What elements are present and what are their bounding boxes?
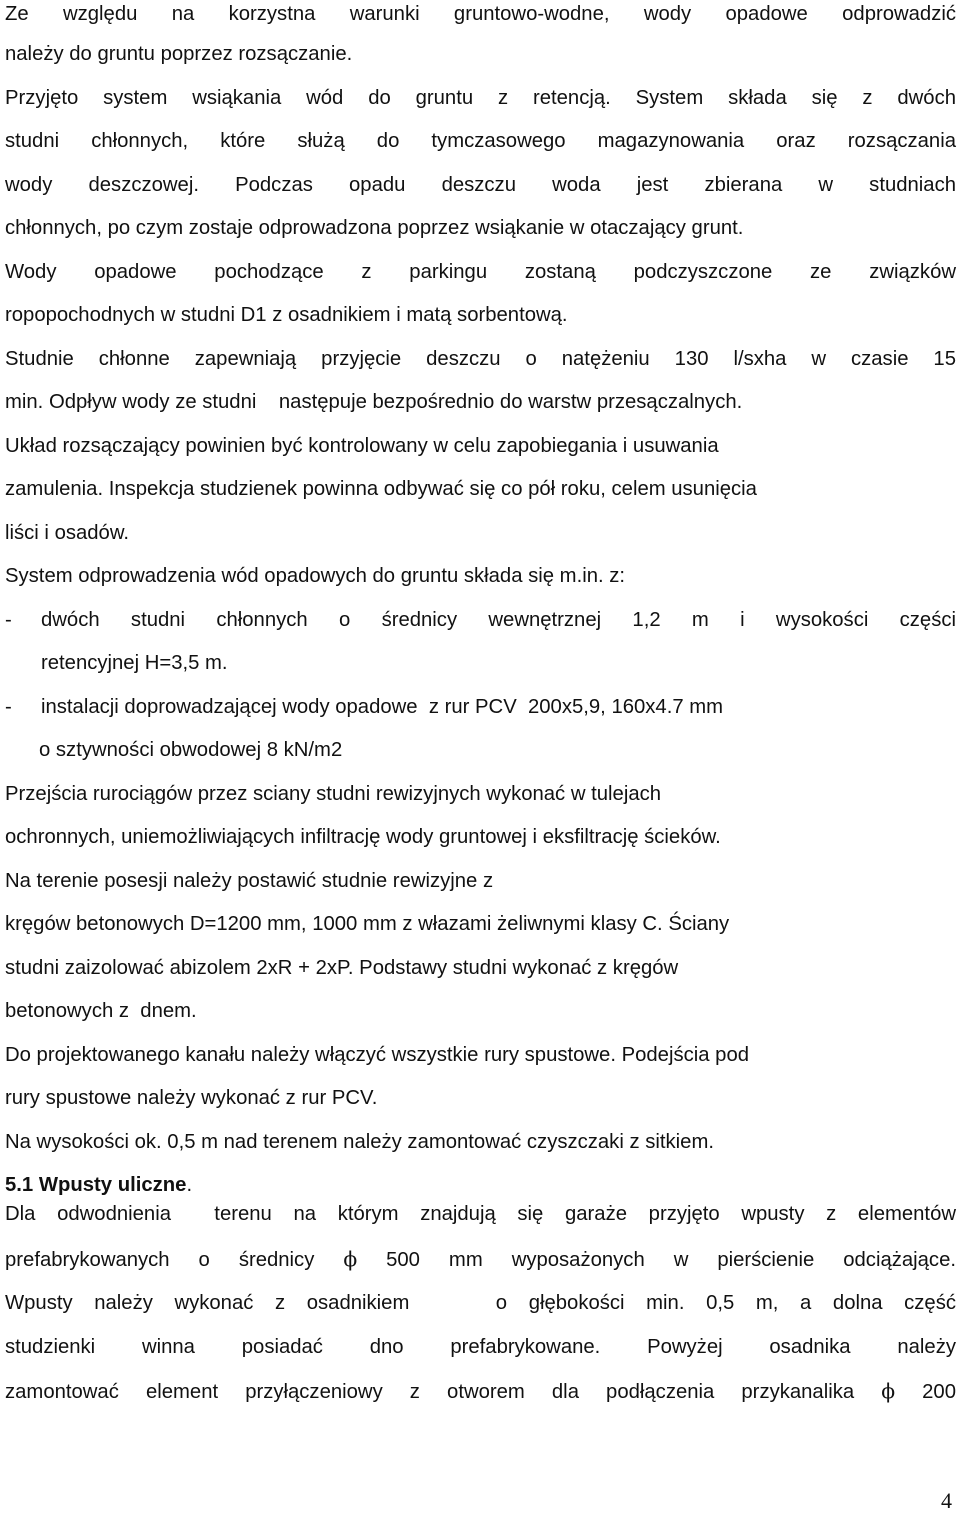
paragraph-2-line-2: studni chłonnych, które służą do tymczasowego magazynowania oraz rozsączania — [5, 130, 956, 152]
paragraph-4-line-1: Studnie chłonne zapewniają przyjęcie deszczu o natężeniu 130 l/sxha w czasie 15 — [5, 348, 956, 370]
list-item-1-line-2: retencyjnej H=3,5 m. — [41, 652, 228, 674]
section-heading-number: 5.1 — [5, 1174, 34, 1196]
paragraph-5-line-1: System odprowadzenia wód opadowych do gruntu składa się m.in. z: — [5, 565, 626, 587]
section-line-5-end: 200 — [895, 1381, 956, 1403]
list-item-1-dash: - — [5, 609, 12, 631]
paragraph-1-line-1: Ze względu na korzystna warunki gruntowo-wodne, wody opadowe odprowadzić — [5, 3, 956, 25]
section-heading-title: Wpusty uliczne — [38, 1174, 187, 1196]
section-line-1: Dla odwodnienia terenu na którym znajdują się garaże przyjęto wpusty z elementów — [5, 1203, 956, 1225]
paragraph-4-line-4: zamulenia. Inspekcja studzienek powinna odbywać się co pół roku, celem usunięcia — [5, 478, 757, 500]
paragraph-3-line-2: ropopochodnych w studni D1 z osadnikiem i matą sorbentową. — [5, 304, 568, 326]
section-line-5-start: zamontować element przyłączeniowy z otworem dla podłączenia przykanalika — [5, 1381, 882, 1403]
paragraph-8-line-2: rury spustowe należy wykonać z rur PCV. — [5, 1087, 378, 1109]
section-line-3: Wpusty należy wykonać z osadnikiem o głębokości min. 0,5 m, a dolna część — [5, 1292, 956, 1314]
section-line-4: studzienki winna posiadać dno prefabrykowane. Powyżej osadnika należy — [5, 1336, 956, 1358]
paragraph-3-line-1: Wody opadowe pochodzące z parkingu zostaną podczyszczone ze związków — [5, 261, 956, 283]
diameter-symbol-2: ϕ — [881, 1379, 896, 1403]
list-item-2-line-1: instalacji doprowadzającej wody opadowe z rur PCV 200x5,9, 160x4.7 mm — [41, 696, 724, 718]
paragraph-6-line-2: ochronnych, uniemożliwiających infiltrację wody gruntowej i eksfiltrację ścieków. — [5, 826, 721, 848]
list-item-1-line-1: dwóch studni chłonnych o średnicy wewnętrznej 1,2 m i wysokości części — [41, 609, 956, 631]
paragraph-7-line-2: kręgów betonowych D=1200 mm, 1000 mm z włazami żeliwnymi klasy C. Ściany — [5, 913, 730, 935]
paragraph-7-line-4: betonowych z dnem. — [5, 1000, 197, 1022]
list-item-2-dash: - — [5, 696, 12, 718]
paragraph-7-line-1: Na terenie posesji należy postawić studnie rewizyjne z — [5, 870, 494, 892]
section-line-2-start: prefabrykowanych o średnicy — [5, 1249, 344, 1271]
paragraph-4-line-5: liści i osadów. — [5, 522, 129, 544]
paragraph-4-line-2: min. Odpływ wody ze studni następuje bezpośrednio do warstw przesączalnych. — [5, 391, 743, 413]
section-line-2-end: 500 mm wyposażonych w pierścienie odciążające. — [357, 1249, 956, 1271]
paragraph-7-line-3: studni zaizolować abizolem 2xR + 2xP. Podstawy studni wykonać z kręgów — [5, 957, 679, 979]
paragraph-8-line-1: Do projektowanego kanału należy włączyć wszystkie rury spustowe. Podejścia pod — [5, 1044, 750, 1066]
section-line-2 — [5, 1244, 956, 1274]
page-number: 4 — [941, 1488, 952, 1513]
section-heading-period: . — [186, 1174, 193, 1196]
list-item-2-line-2: o sztywności obwodowej 8 kN/m2 — [39, 739, 343, 761]
paragraph-4-line-3: Układ rozsączający powinien być kontrolowany w celu zapobiegania i usuwania — [5, 435, 719, 457]
paragraph-2-line-4: chłonnych, po czym zostaje odprowadzona poprzez wsiąkanie w otaczający grunt. — [5, 217, 744, 239]
paragraph-2-line-1: Przyjęto system wsiąkania wód do gruntu z retencją. System składa się z dwóch — [5, 87, 956, 109]
diameter-symbol-1: ϕ — [343, 1247, 358, 1271]
section-heading — [5, 1170, 956, 1200]
paragraph-6-line-1: Przejścia rurociągów przez sciany studni rewizyjnych wykonać w tulejach — [5, 783, 662, 805]
section-line-5 — [5, 1376, 956, 1406]
paragraph-9-line-1: Na wysokości ok. 0,5 m nad terenem należy zamontować czyszczaki z sitkiem. — [5, 1131, 714, 1153]
paragraph-1-line-2: należy do gruntu poprzez rozsączanie. — [5, 43, 353, 65]
paragraph-2-line-3: wody deszczowej. Podczas opadu deszczu woda jest zbierana w studniach — [5, 174, 956, 196]
